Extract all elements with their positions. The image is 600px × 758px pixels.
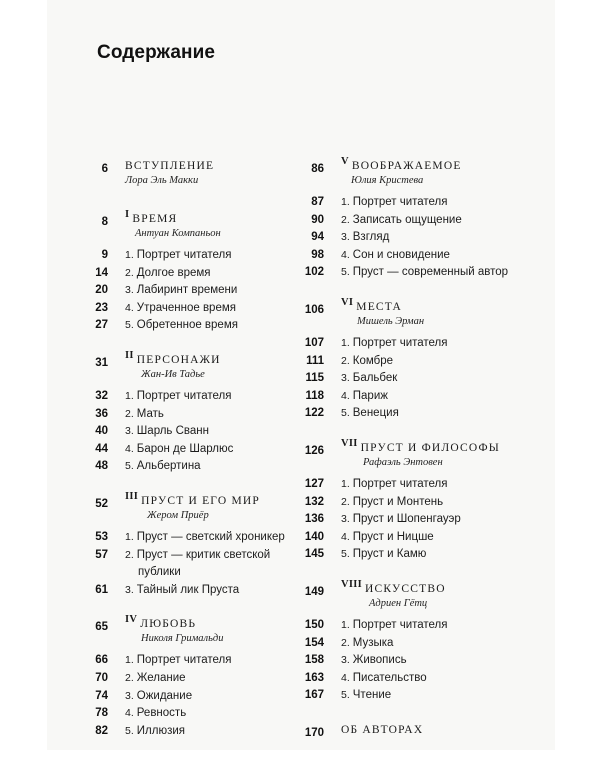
section-heading: [341, 296, 536, 315]
entry-title: Венеция: [352, 407, 399, 420]
toc-entry[interactable]: [296, 264, 536, 282]
entry-index: 4.: [125, 707, 134, 720]
entry-page-number: 36: [95, 407, 108, 420]
entry-title: Портрет читателя: [136, 654, 232, 667]
section-page-number: 106: [304, 303, 324, 316]
section-heading-row[interactable]: [296, 437, 536, 476]
entry-title: Пруст и Монтень: [352, 495, 444, 508]
entry-title: Портрет читателя: [352, 336, 448, 349]
entry-index: 1.: [341, 477, 350, 490]
toc-entry[interactable]: [80, 441, 310, 459]
entry-title: Портрет читателя: [352, 618, 448, 631]
toc-entry[interactable]: [296, 247, 536, 265]
toc-entry[interactable]: [296, 212, 536, 230]
entry-title: Живопись: [352, 654, 407, 667]
section-roman-numeral: VI: [341, 296, 354, 308]
entry-index: 1.: [125, 530, 134, 543]
entry-page-number: 107: [304, 336, 324, 349]
toc-section: [296, 723, 536, 743]
entry-page-number: 102: [304, 266, 324, 279]
entry-title: Шарль Сванн: [136, 425, 209, 438]
toc-entry[interactable]: [80, 652, 310, 670]
section-author: Жан-Ив Тадье: [141, 368, 205, 380]
section-heading: [341, 156, 536, 174]
entry-index: 2.: [125, 266, 134, 279]
section-roman-numeral: VII: [341, 437, 358, 449]
toc-entry[interactable]: [296, 335, 536, 353]
toc-entry[interactable]: [296, 529, 536, 547]
section-roman-numeral: IV: [125, 614, 138, 626]
entry-index: 1.: [125, 654, 134, 667]
entry-title: Утраченное время: [136, 301, 236, 314]
section-heading: [125, 209, 310, 227]
entry-index: 3.: [125, 284, 134, 297]
toc-entry[interactable]: [80, 547, 310, 582]
toc-section: [296, 437, 536, 564]
entry-page-number: 94: [311, 231, 324, 244]
toc-entry[interactable]: [296, 388, 536, 406]
entry-index: 4.: [125, 301, 134, 314]
section-heading: [341, 723, 536, 738]
entry-title: Портрет читателя: [136, 249, 232, 261]
toc-entry[interactable]: [296, 511, 536, 529]
toc-entry[interactable]: [296, 476, 536, 494]
entry-title: Альбертина: [136, 460, 201, 473]
section-page-number: 86: [311, 163, 324, 175]
entry-page-number: 27: [95, 319, 108, 332]
toc-left-column: [80, 159, 310, 758]
toc-entry[interactable]: [80, 529, 310, 547]
entry-page-number: 44: [95, 442, 108, 455]
section-title: ВООБРАЖАЕМОЕ: [351, 160, 462, 172]
entry-title: Пруст — современный автор: [352, 266, 509, 279]
section-author: Николя Гримальди: [141, 633, 224, 645]
entry-index: 3.: [341, 231, 350, 244]
entry-index: 1.: [125, 389, 134, 402]
entry-title: Портрет читателя: [352, 196, 448, 208]
toc-entry[interactable]: [296, 635, 536, 653]
section-heading-row[interactable]: [296, 156, 536, 194]
toc-entry[interactable]: [80, 247, 310, 265]
section-title: ПЕРСОНАЖИ: [136, 353, 221, 366]
toc-entry[interactable]: [80, 423, 310, 441]
entry-index: 4.: [341, 248, 350, 261]
entry-title: Ревность: [136, 707, 187, 720]
section-title: ВРЕМЯ: [132, 213, 178, 225]
entry-index: 2.: [341, 636, 350, 649]
section-title: ПРУСТ И ФИЛОСОФЫ: [360, 441, 501, 454]
section-heading-row[interactable]: [296, 723, 536, 743]
toc-section: [296, 296, 536, 423]
section-roman-numeral: I: [125, 209, 130, 220]
section-author: Лора Эль Макки: [125, 175, 199, 186]
entry-page-number: 74: [95, 689, 108, 702]
entry-title: Долгое время: [136, 266, 211, 279]
entry-title: Иллюзия: [136, 724, 186, 737]
section-heading: [125, 614, 310, 632]
entry-title-continued: публики: [138, 566, 181, 579]
section-page-number: 126: [304, 444, 324, 457]
entry-page-number: 145: [304, 548, 324, 561]
entry-index: 5.: [125, 724, 134, 737]
entry-title: Портрет читателя: [352, 477, 448, 490]
entry-page-number: 115: [305, 372, 324, 385]
section-author: Юлия Кристева: [351, 175, 424, 186]
entry-title: Музыка: [352, 636, 394, 649]
entry-index: 2.: [341, 354, 350, 367]
toc-entry[interactable]: [296, 652, 536, 670]
section-heading-row[interactable]: [296, 578, 536, 617]
toc-section: [296, 578, 536, 705]
entry-title: Ожидание: [136, 689, 193, 702]
entry-page-number: 48: [95, 460, 108, 473]
entry-page-number: 61: [95, 583, 108, 596]
entry-page-number: 132: [304, 495, 324, 508]
entry-title: Портрет читателя: [136, 389, 232, 402]
toc-section: [80, 209, 310, 335]
toc-entry[interactable]: [80, 458, 310, 476]
section-roman-numeral: II: [125, 349, 134, 361]
section-heading-row[interactable]: [296, 296, 536, 335]
entry-page-number: 136: [304, 513, 324, 526]
entry-page-number: 23: [95, 301, 108, 314]
toc-section: [80, 159, 310, 194]
section-author: Рафаэль Энтовен: [363, 456, 443, 468]
entry-page-number: 32: [95, 389, 108, 402]
section-author: Мишель Эрман: [357, 315, 425, 327]
section-heading-row[interactable]: [80, 490, 310, 529]
entry-page-number: 150: [304, 618, 324, 631]
section-page-number: 6: [101, 163, 108, 175]
entry-index: 5.: [341, 689, 350, 702]
toc-section: [80, 490, 310, 599]
toc-entry[interactable]: [296, 546, 536, 564]
section-heading-row[interactable]: [80, 349, 310, 388]
section-page-number: 31: [95, 356, 108, 369]
entry-page-number: 140: [304, 530, 324, 543]
entry-title: Париж: [352, 389, 388, 402]
section-heading: [341, 437, 536, 456]
entry-page-number: 53: [95, 530, 108, 543]
section-title: ЛЮБОВЬ: [140, 618, 197, 631]
toc-entry[interactable]: [296, 687, 536, 705]
toc-entry[interactable]: [80, 388, 310, 406]
entry-index: 1.: [341, 618, 350, 631]
toc-section: [80, 349, 310, 476]
entry-title: Пруст — критик светской: [136, 548, 271, 561]
toc-right-column: [296, 156, 536, 742]
section-page-number: 52: [95, 497, 108, 510]
section-title: ОБ АВТОРАХ: [341, 723, 424, 736]
toc-entry[interactable]: [80, 282, 310, 300]
entry-page-number: 127: [304, 477, 324, 490]
entry-title: Обретенное время: [136, 319, 238, 332]
section-page-number: 170: [304, 726, 324, 739]
toc-entry[interactable]: [80, 317, 310, 335]
toc-entry[interactable]: [296, 194, 536, 212]
toc-entry[interactable]: [80, 300, 310, 318]
entry-page-number: 82: [95, 724, 108, 737]
entry-page-number: 158: [304, 654, 324, 667]
entry-index: 5.: [341, 407, 350, 420]
entry-page-number: 87: [311, 196, 324, 208]
entry-index: 3.: [341, 372, 350, 385]
entry-index: 2.: [125, 407, 134, 420]
entry-title: Пруст — светский хроникер: [136, 530, 285, 543]
entry-page-number: 111: [306, 354, 324, 367]
entry-title: Желание: [136, 671, 186, 684]
entry-title: Пруст и Шопенгауэр: [352, 513, 461, 526]
entry-page-number: 20: [95, 284, 108, 297]
section-heading-row[interactable]: [80, 159, 310, 194]
section-roman-numeral: III: [125, 490, 139, 502]
section-roman-numeral: VIII: [341, 578, 363, 590]
entry-index: 3.: [125, 425, 134, 438]
entry-title: Бальбек: [352, 372, 398, 385]
entry-title: Пруст и Ницше: [352, 530, 434, 543]
toc-entry[interactable]: [296, 405, 536, 423]
entry-page-number: 40: [95, 425, 108, 438]
toc-entry[interactable]: [80, 688, 310, 706]
entry-title: Мать: [136, 407, 164, 420]
toc-entry[interactable]: [296, 229, 536, 247]
entry-title: Писательство: [352, 671, 427, 684]
toc-entry[interactable]: [296, 617, 536, 635]
entry-index: 3.: [125, 689, 134, 702]
entry-index: 1.: [341, 196, 350, 208]
section-title: ИСКУССТВО: [365, 582, 446, 595]
section-heading-row[interactable]: [80, 209, 310, 247]
section-heading: [341, 578, 536, 597]
section-page-number: 149: [304, 585, 324, 598]
entry-index: 4.: [341, 530, 350, 543]
entry-page-number: 167: [304, 689, 324, 702]
entry-title: Взгляд: [352, 231, 390, 244]
toc-section: [296, 156, 536, 282]
entry-index: 2.: [341, 495, 350, 508]
section-author: Антуан Компаньон: [135, 228, 221, 239]
section-title: МЕСТА: [356, 300, 402, 313]
entry-index: 5.: [341, 266, 350, 279]
toc-entry[interactable]: [80, 582, 310, 600]
entry-title: Пруст и Камю: [352, 548, 427, 561]
section-page-number: 8: [101, 216, 108, 228]
toc-entry[interactable]: [80, 723, 310, 741]
toc-section: [80, 614, 310, 740]
toc-entry[interactable]: [296, 670, 536, 688]
entry-index: 5.: [125, 319, 134, 332]
toc-entry[interactable]: [296, 353, 536, 371]
entry-page-number: 122: [304, 407, 324, 420]
entry-index: 2.: [341, 213, 350, 226]
section-heading: [125, 349, 310, 368]
entry-title: Сон и сновидение: [352, 248, 450, 261]
entry-index: 1.: [125, 249, 134, 261]
entry-page-number: 118: [305, 389, 324, 402]
section-page-number: 65: [95, 621, 108, 634]
entry-index: 4.: [125, 442, 134, 455]
entry-page-number: 78: [95, 707, 108, 720]
entry-page-number: 57: [95, 548, 108, 561]
section-title: ВСТУПЛЕНИЕ: [125, 160, 215, 172]
section-roman-numeral: V: [341, 156, 349, 167]
entry-page-number: 66: [95, 654, 108, 667]
entry-index: 2.: [125, 671, 134, 684]
entry-page-number: 9: [101, 249, 108, 261]
entry-page-number: 154: [304, 636, 324, 649]
toc-entry[interactable]: [80, 265, 310, 283]
entry-title: Барон де Шарлюс: [136, 442, 234, 455]
entry-page-number: 14: [95, 266, 108, 279]
section-heading-row[interactable]: [80, 614, 310, 652]
entry-page-number: 90: [311, 213, 324, 226]
entry-title: Записать ощущение: [352, 213, 462, 226]
entry-page-number: 98: [311, 248, 324, 261]
toc-entry[interactable]: [80, 406, 310, 424]
entry-index: 1.: [341, 336, 350, 349]
entry-index: 3.: [341, 654, 350, 667]
toc-entry[interactable]: [296, 370, 536, 388]
entry-index: 4.: [341, 389, 350, 402]
entry-title: Тайный лик Пруста: [136, 583, 240, 596]
entry-page-number: 163: [304, 671, 324, 684]
toc-entry[interactable]: [80, 705, 310, 723]
entry-title: Лабиринт времени: [136, 284, 238, 297]
entry-title: Комбре: [352, 354, 394, 367]
entry-index: 3.: [125, 583, 134, 596]
entry-index: 5.: [341, 548, 350, 561]
entry-index: 4.: [341, 671, 350, 684]
section-heading: [125, 159, 310, 174]
page-title: Содержание: [97, 42, 216, 63]
entry-index: 2.: [125, 548, 134, 561]
section-author: Адриен Гётц: [369, 597, 428, 609]
toc-entry[interactable]: [80, 670, 310, 688]
entry-index: 5.: [125, 460, 134, 473]
section-heading: [125, 490, 310, 509]
section-title: ПРУСТ И ЕГО МИР: [141, 494, 260, 507]
section-author: Жером Приёр: [147, 509, 209, 521]
entry-page-number: 70: [95, 671, 108, 684]
entry-title: Чтение: [352, 689, 392, 702]
entry-index: 3.: [341, 513, 350, 526]
toc-entry[interactable]: [296, 494, 536, 512]
